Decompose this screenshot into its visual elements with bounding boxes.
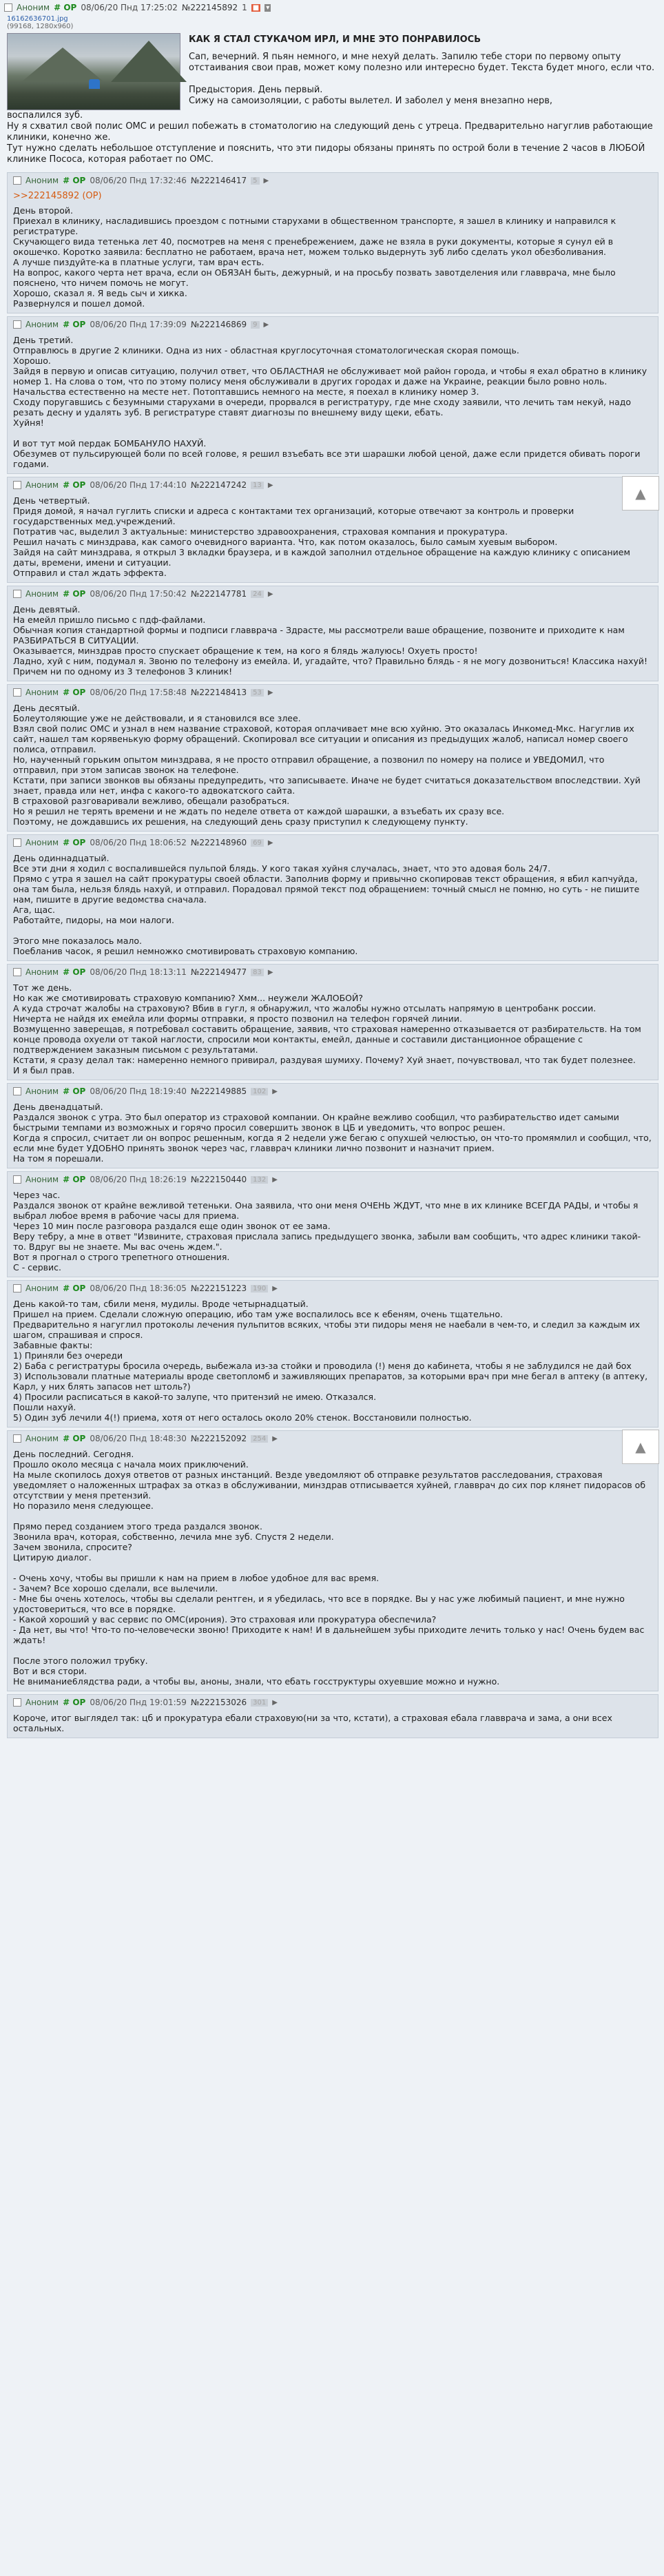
chevron-down-icon[interactable]: ▶ xyxy=(272,1175,278,1184)
post-text: День какой-то там, сбили меня, мудилы. Вроде четырнадцатый. Пришел на прием. Сделали сложную операцию, ибо там уже воспалилось все к ебеням, очень тщательно. Предварительно я нагуглил протоколы лечения пульпитов всяких, чтобы эти пидоры меня не наебали в чем-то, и следил за каждым их шагом, спрашивая и спрося. Забавные факты: 1) Приняли без очереди 2) Баба с регистратуры бросила очередь, выбежала из-за стойки и проводила (!) меня до кабинета, чтобы я не заблудился не дай бох 3) Использовали платные материалы вроде светопломб и заживляющих препаратов, за которыми врач при мне бегал в аптеку (в аптеку, Карл, у них блять запасов нет штоль?) 4) Просили расписаться в какой-то залупе, что притензий не имею. Отказался. Пошли нахуй. 5) Один зуб лечили 4(!) приема, хотя от него осталось около 20% стенок. Восстановили полностью. xyxy=(13,1299,648,1423)
post-checkbox[interactable] xyxy=(13,481,21,489)
chevron-down-icon[interactable]: ▶ xyxy=(272,1087,278,1095)
post-op-label: # OP xyxy=(63,1698,86,1707)
post-date: 08/06/20 Пнд 17:32:46 xyxy=(90,176,187,185)
post xyxy=(7,477,658,583)
post-header xyxy=(13,318,652,331)
op-checkbox[interactable] xyxy=(4,3,12,12)
post-op-label: # OP xyxy=(63,480,86,490)
post-reply-count: 53 xyxy=(251,689,264,697)
post-reply-count: 5 xyxy=(251,177,259,185)
post-date: 08/06/20 Пнд 18:19:40 xyxy=(90,1086,187,1096)
scroll-up-button[interactable]: ▲ xyxy=(622,1430,659,1464)
post-date: 08/06/20 Пнд 19:01:59 xyxy=(90,1698,187,1707)
post-checkbox[interactable] xyxy=(13,838,21,847)
post-author: Аноним xyxy=(25,1284,59,1293)
chevron-down-icon[interactable]: ▶ xyxy=(263,176,269,185)
post-author: Аноним xyxy=(25,688,59,697)
post-author: Аноним xyxy=(25,589,59,599)
post-number[interactable]: №222147242 xyxy=(190,480,247,490)
op-name: Аноним xyxy=(17,3,50,12)
post-number[interactable]: №222149885 xyxy=(190,1086,247,1096)
post-header xyxy=(13,1282,652,1295)
post xyxy=(7,172,658,313)
post xyxy=(7,1280,658,1428)
post-checkbox[interactable] xyxy=(13,688,21,697)
post-checkbox[interactable] xyxy=(13,590,21,598)
post-reply-count: 69 xyxy=(251,839,264,847)
post xyxy=(7,1694,658,1738)
post-checkbox[interactable] xyxy=(13,1284,21,1292)
post-author: Аноним xyxy=(25,838,59,847)
chevron-down-icon[interactable]: ▶ xyxy=(263,320,269,329)
post-number[interactable]: №222152092 xyxy=(190,1434,247,1443)
post-date: 08/06/20 Пнд 18:26:19 xyxy=(90,1175,187,1184)
post-header xyxy=(13,479,652,491)
post-number[interactable]: №222153026 xyxy=(190,1698,247,1707)
chevron-down-icon[interactable]: ▶ xyxy=(272,1434,278,1443)
post-author: Аноним xyxy=(25,1086,59,1096)
post-op-label: # OP xyxy=(63,967,86,977)
post xyxy=(7,316,658,474)
post xyxy=(7,1171,658,1277)
post-header xyxy=(13,1173,652,1186)
chevron-down-icon[interactable]: ▶ xyxy=(267,590,273,598)
post-text: День десятый. Болеутоляющие уже не действовали, и я становился все злее. Взял свой полис ОМС и узнал в нем название страховой, которая оплачивает мне всю хуйню. Это оказалась Инкомед-Мкс. Нагуглив их сайт, нашел там корявенькую форму обращений. Скопировал все ситуации и описания из предыдущих жалоб, написал номер своего полиса, отправил. Но, наученный горьким опытом минздрава, я не просто отправил обращение, а позвонил по номеру на полисе и УВЕДОМИЛ, что отправил, при этом записав звонок на телефоне. Кстати, при записи звонков вы обязаны предупредить, что записываете. Иначе не будет считаться доказательством впоследствии. Хуй знает, правда или нет, инфа с какого-то адвокатского сайта. В страховой разговаривали вежливо, обещали разобраться. Но я решил не терять времени и не ждать по неделе ответа от каждой шарашки, а взъебать их сразу все. Поэтому, не дождавшись их решения, на следующий день сразу приступил к следующему пункту. xyxy=(13,703,641,827)
post-op-label: # OP xyxy=(63,1434,86,1443)
posts-list xyxy=(0,172,664,1738)
post-date: 08/06/20 Пнд 17:58:48 xyxy=(90,688,187,697)
post-reply-count: 301 xyxy=(251,1699,268,1707)
post-text: День третий. Отправлюсь в другие 2 клиники. Одна из них - областная круглосуточная стоматологическая скорая помощь. Хорошо. Зайдя в первую и описав ситуацию, получил ответ, что ОБЛАСТНАЯ не обслуживает мой район города, и чтобы я ехал обратно в клинику номер 1. На слова о том, что по этому полису меня обслуживали в других городах и даже на Украине, реакции было ровно ноль. Начальства естественно на месте нет. Потоптавшись немного на месте, я поехал в клинику номер 3. Сходу поругавшись с безумными старухами в очереди, прорвался в регистратуру, где мне сходу заявили, что лечить там некуй, надо резать десну и удалять зуб. В регистратуре ставят диагнозы по внешнему виду щеки, ебать. Хуйня! И вот тут мой пердак БОМБАНУЛО НАХУЙ. Обезумев от пульсирующей боли по всей голове, я решил взъебать все эти шарашки любой ценой, даже если придется обивать пороги годами. xyxy=(13,335,647,469)
post-op-label: # OP xyxy=(63,589,86,599)
post-author: Аноним xyxy=(25,1434,59,1443)
post xyxy=(7,684,658,832)
post xyxy=(7,1083,658,1168)
post-header xyxy=(13,1085,652,1098)
op-reply-count: 1 xyxy=(242,3,247,12)
op-title: КАК Я СТАЛ СТУКАЧОМ ИРЛ, И МНЕ ЭТО ПОНРАВИЛОСЬ xyxy=(189,34,481,45)
post-number[interactable]: №222151223 xyxy=(190,1284,247,1293)
post-reply-count: 13 xyxy=(251,482,264,489)
post-header xyxy=(13,1432,652,1445)
post-reply-count: 102 xyxy=(251,1088,268,1095)
post-date: 08/06/20 Пнд 18:13:11 xyxy=(90,967,187,977)
op-number[interactable]: №222145892 xyxy=(181,3,238,12)
post-author: Аноним xyxy=(25,320,59,329)
post-date: 08/06/20 Пнд 17:44:10 xyxy=(90,480,187,490)
chevron-down-icon[interactable]: ▶ xyxy=(267,968,273,976)
post xyxy=(7,586,658,681)
post-reply-count: 190 xyxy=(251,1285,268,1292)
chevron-down-icon[interactable]: ▶ xyxy=(267,838,273,847)
post-header xyxy=(13,836,652,849)
scroll-up-button[interactable]: ▲ xyxy=(622,476,659,511)
post-reply-count: 83 xyxy=(251,969,264,976)
op-file-meta: (99168, 1280x960) xyxy=(7,23,74,30)
post xyxy=(7,964,658,1080)
chevron-down-icon[interactable]: ▶ xyxy=(272,1698,278,1707)
tent-shape xyxy=(89,79,100,89)
post xyxy=(7,1430,658,1691)
post-text: Через час. Раздался звонок от крайне вежливой тетеньки. Она заявила, что они меня ОЧЕНЬ ЖДУТ, что мне в их клинике ВСЕГДА РАДЫ, и чтобы я выбрал любое время в рабочие часы для приема. Через 10 мин после разговора раздался еще один звонок от ее зама. Веру тебру, а мне в ответ "Извините, страховая прислала запись предыдущего звонка, забыли вам сообщить, что адрес клиники такой-то. Вдруг вы не знаете. Мы вас очень ждем.". Вот я прогнал о строго трепетного отношения. С - сервис. xyxy=(13,1190,641,1272)
post-text: Тот же день. Но как же смотивировать страховую компанию? Хмм... неужели ЖАЛОБОЙ? А куда строчат жалобы на страховую? Вбив в гугл, я обнаружил, что жалобы нужно отсылать напрямую в центробанк россии. Ничерта не найдя их емейла или формы отправки, я просто позвонил на телефон горячей линии. Возмущенно заверещав, я потребовал составить обращение, заявив, что страховая намеренно отказывается от разбирательств. На том конце провода охуели от такой наглости, спросили мои контакты, емейл, данные и составили дистанционное обращение с подтверждением заказным письмом с результатами. Кстати, я сразу делал так: намеренно немного привирал, раздувая шумиху. Почему? Хуй знает, почувствовал, что так будет полезнее. И я был прав. xyxy=(13,982,641,1075)
post-op-label: # OP xyxy=(63,688,86,697)
post-reply-count: 132 xyxy=(251,1176,268,1184)
op-file-link[interactable]: 16162636701.jpg xyxy=(7,15,68,23)
post-checkbox[interactable] xyxy=(13,1175,21,1184)
post-date: 08/06/20 Пнд 17:39:09 xyxy=(90,320,187,329)
op-header xyxy=(0,0,664,15)
reply-link[interactable]: >>222145892 (OP) xyxy=(13,191,102,201)
mountain-shape xyxy=(21,48,104,82)
flag-icon[interactable]: ■ xyxy=(252,3,260,12)
post-header xyxy=(13,174,652,187)
post-checkbox[interactable] xyxy=(13,1087,21,1095)
post-author: Аноним xyxy=(25,1698,59,1707)
mountain-shape xyxy=(111,41,187,82)
post-header xyxy=(13,588,652,600)
op-file-info xyxy=(0,15,664,30)
post-reply-count: 9 xyxy=(251,321,259,329)
post-text: День девятый. На емейл пришло письмо с пдф-файлами. Обычная копия стандартной формы и подписи главврача - Здрасте, мы рассмотрели ваше обращение, позвоните и приходите к нам РАЗБИРАТЬСЯ В СИТУАЦИИ. Оказывается, минздрав просто спускает обращение к тем, на кого я блядь жалуюсь! Охуеть просто! Ладно, хуй с ним, подумал я. Звоню по телефону из емейла. И, угадайте, что? Правильно блядь - я не могу дозвониться! Классика нахуй! Причем ни по одному из 3 телефонов 3 клиник! xyxy=(13,604,648,677)
post-number[interactable]: №222146417 xyxy=(190,176,247,185)
post-date: 08/06/20 Пнд 18:06:52 xyxy=(90,838,187,847)
op-image-thumbnail[interactable] xyxy=(7,33,180,110)
post-text: День четвертый. Придя домой, я начал гуглить списки и адреса с контактами тех организаций, которые отвечают за контроль и проверки государственных мед.учреждений. Потратив час, выделил 3 актуальные: министерство здравоохранения, страховая компания и прокуратура. Решил начать с минздрава, как самого очевидного варианта. Что, как потом оказалось, было самым хуевым выбором. Зайдя на сайт минздрава, я открыл 3 вкладки браузера, и в каждой заполнил отдельное обращение на каждую клинику с описанием даты, времени, имени и ситуации. Отправил и стал ждать эффекта. xyxy=(13,495,630,578)
post-op-label: # OP xyxy=(63,1086,86,1096)
post-author: Аноним xyxy=(25,967,59,977)
post-text: День второй. Приехал в клинику, насладившись проездом с потными старухами в общественном транспорте, я зашел в клинику и направился к регистратуре. Скучающего вида тетенька лет 40, посмотрев на меня с пренебрежением, даже не взяла в руки документы, которые я сунул ей в окошечко. Коротко заявила: бесплатно не работаем, врача нет, можем только выдернуть зуб либо сделать укол обезболивания. А лучше пиздуйте-ка в платные услуги, там врач есть. На вопрос, какого черта нет врача, если он ОБЯЗАН быть, дежурный, и на просьбу позвать завотделения или главврача, мне было пояснено, что ничем помочь не могут. Хорошо, сказал я. Я ведь сыч и хикка. Развернулся и пошел домой. xyxy=(13,205,616,309)
op-body xyxy=(0,30,664,110)
post-header xyxy=(13,1696,652,1709)
post-text: День последний. Сегодня. Прошло около месяца с начала моих приключений. На мыле скопилось дохуя ответов от разных инстанций. Везде уведомляют об отправке результатов расследования, страховая уведомляет о наложенных штрафах за отказ в обслуживании, минздрав отписывается хуйней, главврач до сих пор клянет пидорасов об отсутствии у меня претензий. Но поразило меня следующее. Прямо перед созданием этого треда раздался звонок. Звонила врач, которая, собственно, лечила мне зуб. Спустя 2 недели. Зачем звонила, спросите? Цитирую диалог. - Очень хочу, чтобы вы пришли к нам на прием в любое удобное для вас время. - Зачем? Все хорошо сделали, все вылечили. - Мне бы очень хотелось, чтобы вы сделали рентген, и я убедилась, что все в порядке. Вы у нас уже любимый пациент, и мне нужно удостовериться, что все в порядке. - Какой хороший у вас сервис по ОМС(ирония). Это страховая или прокуратура обеспечила? - Да нет, вы что! Что-то по-человечески звоню! Приходите к нам! И в дальнейшем зубы приходите лечить только у нас! Очень будем вас ждать! После этого положил трубку. Вот и вся стори. Не внимание6лядства ради, а чтобы вы, аноны, знали, что ебать госструктуры охуевшие можно и нужно. xyxy=(13,1449,646,1687)
post-date: 08/06/20 Пнд 18:48:30 xyxy=(90,1434,187,1443)
post-op-label: # OP xyxy=(63,838,86,847)
chevron-down-icon[interactable]: ▶ xyxy=(272,1284,278,1292)
post-reply-count: 254 xyxy=(251,1435,268,1443)
post-date: 08/06/20 Пнд 18:36:05 xyxy=(90,1284,187,1293)
post-number[interactable]: №222150440 xyxy=(190,1175,247,1184)
op-label: # OP xyxy=(54,3,77,12)
post-header xyxy=(13,966,652,978)
post-number[interactable]: №222146869 xyxy=(190,320,247,329)
post-checkbox[interactable] xyxy=(13,320,21,329)
post-checkbox[interactable] xyxy=(13,968,21,976)
post-number[interactable]: №222148413 xyxy=(190,688,247,697)
op-intro: Сап, вечерний. Я пьян немного, и мне нехуй делать. Запилю тебе стори по первому опыту отстаивания свои прав, может кому полезно или интересно будет. Текста будет много, если что. Предыстория. День первый. Сижу на самоизоляции, с работы вылетел. И заболел у меня внезапно нерв, xyxy=(189,52,655,106)
post-author: Аноним xyxy=(25,176,59,185)
post-header xyxy=(13,686,652,699)
post-author: Аноним xyxy=(25,480,59,490)
op-body-text: воспалился зуб. Ну я схватил свой полис ОМС и решил побежать в стоматологию на следующий день с утреца. Предварительно нагуглив работающие клиники, конечно же. Тут нужно сделать небольшое отступление и пояснить, что эти пидоры обязаны принять по острой боли в течение 2 часов в ЛЮБОЙ клинике Пососа, которая работает по ОМС. xyxy=(7,110,653,165)
chevron-down-icon[interactable]: ▶ xyxy=(267,481,273,489)
post-op-label: # OP xyxy=(63,176,86,185)
post-date: 08/06/20 Пнд 17:50:42 xyxy=(90,589,187,599)
post-op-label: # OP xyxy=(63,1175,86,1184)
post-checkbox[interactable] xyxy=(13,176,21,185)
post-number[interactable]: №222147781 xyxy=(190,589,247,599)
menu-icon[interactable]: ▾ xyxy=(266,3,270,12)
chevron-down-icon[interactable]: ▶ xyxy=(267,688,273,697)
op-date: 08/06/20 Пнд 17:25:02 xyxy=(81,3,178,12)
op-text-right xyxy=(189,30,660,110)
post-checkbox[interactable] xyxy=(13,1698,21,1707)
post-checkbox[interactable] xyxy=(13,1434,21,1443)
post-author: Аноним xyxy=(25,1175,59,1184)
post-op-label: # OP xyxy=(63,1284,86,1293)
post-text: День одиннадцатый. Все эти дни я ходил с воспалившейся пульпой блядь. У кого такая хуйня случалась, знает, что это адовая боль 24/7. Прямо с утра я зашел на сайт прокуратуры своей области. Заполнив форму и привычно скопировав текст обращения, я вбил капчуйда, она там была, нельзя блядь нахуй, и отправил. Порадовал прямой текст под обращением: точный смысл не помню, но суть - не пишите нам, пишите в другие ведомства сначала. Ага, щас. Работайте, пидоры, на мои налоги. Этого мне показалось мало. Поебланив часок, я решил немножко смотивировать страховую компанию. xyxy=(13,853,640,956)
post-number[interactable]: №222149477 xyxy=(190,967,247,977)
post-text: День двенадцатый. Раздался звонок с утра. Это был оператор из страховой компании. Он крайне вежливо сообщил, что разбирательство идет самыми быстрыми темпами из возможных и горячо просил совершить звонок в ЦБ и уведомить, что вопрос решен. Когда я спросил, считает ли он вопрос решенным, когда я 2 недели уже бегаю с опухшей челюстью, он что-то промямлил и сообщил, что, если мне будет УДОБНО принять звонок через час, главврач клиники лично позвонит и назначит прием. На том я порешали. xyxy=(13,1102,652,1164)
post xyxy=(7,834,658,961)
post-op-label: # OP xyxy=(63,320,86,329)
post-text: Короче, итог выглядел так: цб и прокуратура ебали страховую(ни за что, кстати), а страховая ебала главврача и зама, а они всех остальных. xyxy=(13,1713,615,1733)
post-reply-count: 24 xyxy=(251,590,264,598)
post-number[interactable]: №222148960 xyxy=(190,838,247,847)
